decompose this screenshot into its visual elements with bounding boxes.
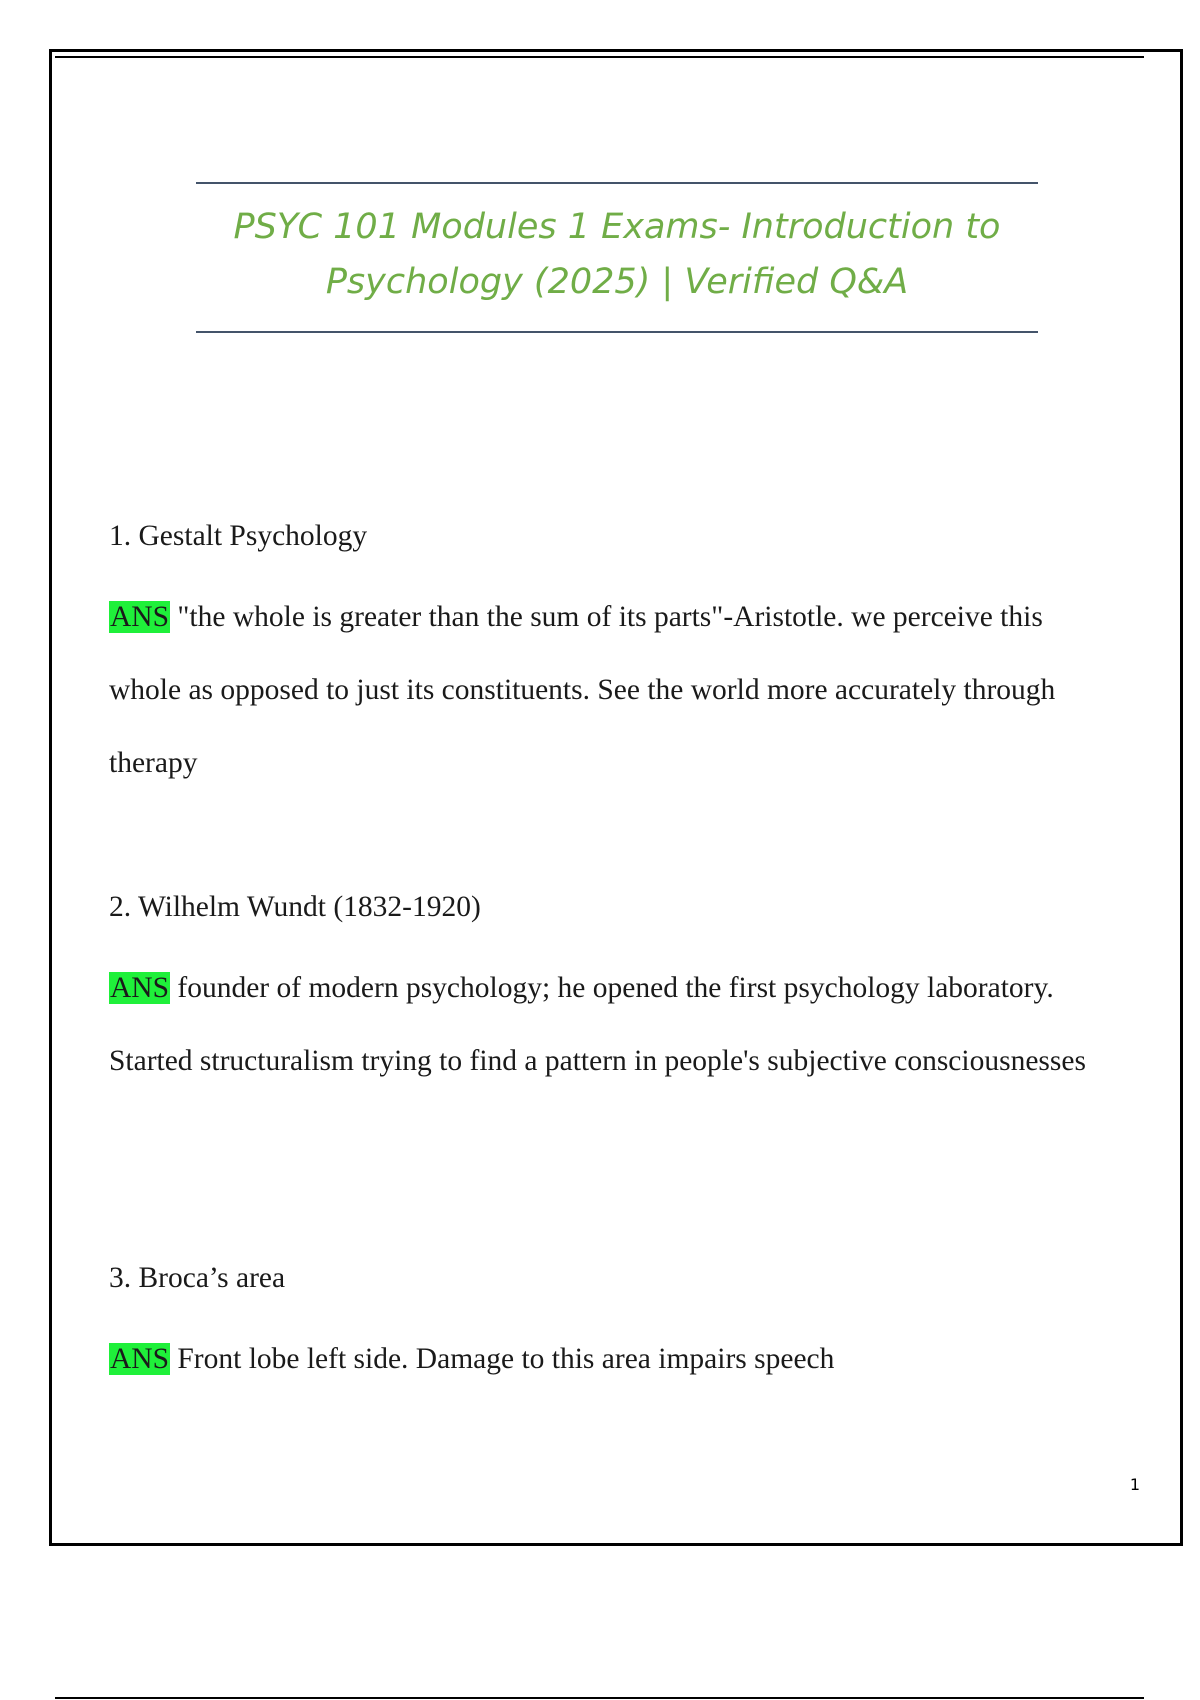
top-double-rule	[55, 56, 1144, 58]
answer-text-3: Front lobe left side. Damage to this area impairs speech	[177, 1343, 835, 1375]
qa-item-2	[109, 889, 1119, 1098]
question-3: 3. Broca’s area	[109, 1262, 286, 1294]
answer-tag-1: ANS	[110, 601, 170, 633]
qa-item-1	[109, 518, 1119, 800]
next-page-top-rule	[55, 1697, 1144, 1699]
answer-tag-3: ANS	[110, 1343, 170, 1375]
answer-tag-2: ANS	[110, 972, 170, 1004]
answer-text-2: founder of modern psychology; he opened the first psychology laboratory. Started structuralism trying to find a pattern in people's subjective consciousnesses	[109, 972, 1086, 1077]
document-title: PSYC 101 Modules 1 Exams- Introduction to Psychology (2025) | Verified Q&A	[233, 207, 1001, 302]
question-1: 1. Gestalt Psychology	[109, 520, 368, 552]
qa-item-3	[109, 1260, 1119, 1396]
answer-3	[109, 1323, 1119, 1396]
page-number: 1	[1129, 1475, 1140, 1494]
title-rule-top	[196, 182, 1038, 184]
answer-text-1: "the whole is greater than the sum of its parts"-Aristotle. we perceive this whole as opposed to just its constituents. See the world more accurately through therapy	[109, 601, 1056, 779]
answer-1	[109, 581, 1119, 800]
question-2: 2. Wilhelm Wundt (1832-1920)	[109, 891, 481, 923]
answer-2	[109, 952, 1119, 1098]
title-rule-bottom	[196, 331, 1038, 333]
